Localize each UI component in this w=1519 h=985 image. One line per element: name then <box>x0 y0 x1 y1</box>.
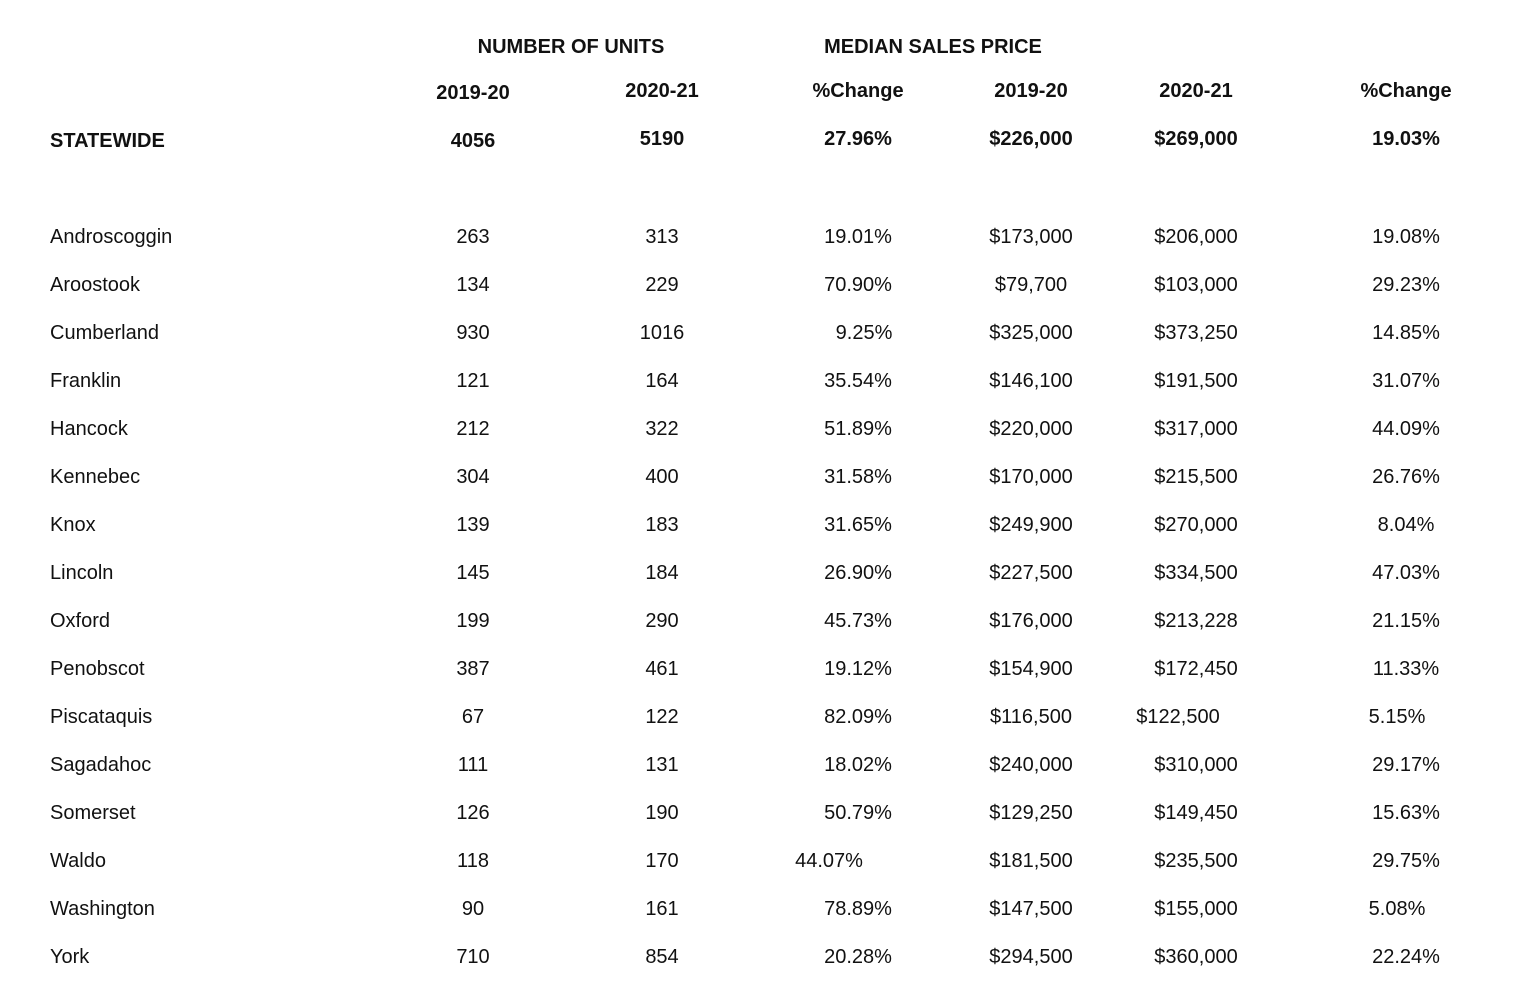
table-cell: 122 <box>645 706 679 728</box>
table-cell: 134 <box>456 274 490 296</box>
table-cell: $149,450 <box>1154 802 1238 824</box>
table-cell: 111 <box>457 754 489 776</box>
table-cell: 29.75% <box>1372 850 1440 872</box>
table-cell: $249,900 <box>989 514 1073 536</box>
table-cell: $325,000 <box>989 322 1073 344</box>
table-cell: $227,500 <box>989 562 1073 584</box>
table-cell: 78.89% <box>824 898 892 920</box>
table-cell: 31.07% <box>1372 370 1440 392</box>
table-cell: 121 <box>456 370 490 392</box>
table-cell: $310,000 <box>1154 754 1238 776</box>
table-cell: 164 <box>645 370 679 392</box>
table-cell: 139 <box>456 514 490 536</box>
column-header: 2019-20 <box>994 80 1068 102</box>
table-cell: $213,228 <box>1154 610 1238 632</box>
table-cell: $215,500 <box>1154 466 1238 488</box>
table-cell: 51.89% <box>824 418 892 440</box>
table-cell: $235,500 <box>1154 850 1238 872</box>
column-header: %Change <box>1360 80 1452 102</box>
table-cell: 710 <box>456 946 490 968</box>
table-cell: 5.08% <box>1368 898 1426 920</box>
table-cell: 118 <box>457 850 489 872</box>
table-cell: $191,500 <box>1154 370 1238 392</box>
table-cell: 26.76% <box>1372 466 1440 488</box>
county-name: Aroostook <box>50 274 141 296</box>
table-cell: 18.02% <box>824 754 892 776</box>
table-cell: $176,000 <box>989 610 1073 632</box>
table-cell: 31.58% <box>824 466 892 488</box>
table-cell: $270,000 <box>1154 514 1238 536</box>
table-cell: 90 <box>461 898 485 920</box>
table-cell: $317,000 <box>1154 418 1238 440</box>
table-cell: 4056 <box>450 130 496 152</box>
table-cell: 854 <box>645 946 679 968</box>
county-name: Lincoln <box>50 562 114 584</box>
table-cell: 145 <box>456 562 490 584</box>
table-cell: $373,250 <box>1154 322 1238 344</box>
table-cell: 461 <box>645 658 679 680</box>
table-cell: $226,000 <box>989 128 1073 150</box>
group-header-price: MEDIAN SALES PRICE <box>824 36 1042 58</box>
table-cell: $154,900 <box>989 658 1073 680</box>
table-cell: 67 <box>461 706 485 728</box>
table-cell: 15.63% <box>1372 802 1440 824</box>
table-cell: 1016 <box>639 322 685 344</box>
table-cell: 20.28% <box>824 946 892 968</box>
table-cell: 126 <box>456 802 490 824</box>
table-cell: $155,000 <box>1154 898 1238 920</box>
county-name: Penobscot <box>50 658 145 680</box>
table-cell: $103,000 <box>1154 274 1238 296</box>
county-name: Waldo <box>50 850 106 872</box>
table-cell: $294,500 <box>989 946 1073 968</box>
table-cell: $206,000 <box>1154 226 1238 248</box>
county-name: Hancock <box>50 418 128 440</box>
county-name: Sagadahoc <box>50 754 152 776</box>
table-cell: 131 <box>645 754 679 776</box>
table-cell: 31.65% <box>824 514 892 536</box>
table-cell: 930 <box>456 322 490 344</box>
table-cell: 47.03% <box>1372 562 1440 584</box>
table-cell: $220,000 <box>989 418 1073 440</box>
table-cell: 35.54% <box>824 370 892 392</box>
table-cell: $172,450 <box>1154 658 1238 680</box>
table-cell: 183 <box>645 514 679 536</box>
county-name: Kennebec <box>50 466 141 488</box>
table-cell: $173,000 <box>989 226 1073 248</box>
column-header: 2020-21 <box>625 80 699 102</box>
table-cell: 27.96% <box>824 128 892 150</box>
table-cell: 322 <box>645 418 679 440</box>
table-cell: $129,250 <box>989 802 1073 824</box>
table-cell: $147,500 <box>989 898 1073 920</box>
table-cell: $360,000 <box>1154 946 1238 968</box>
county-name: Piscataquis <box>50 706 153 728</box>
table-cell: 5.15% <box>1368 706 1426 728</box>
table-cell: 44.09% <box>1372 418 1440 440</box>
table-cell: 304 <box>456 466 490 488</box>
table-cell: 8.04% <box>1377 514 1435 536</box>
table-cell: 50.79% <box>824 802 892 824</box>
table-cell: 290 <box>645 610 679 632</box>
table-cell: 19.12% <box>824 658 892 680</box>
table-cell: $79,700 <box>994 274 1068 296</box>
table-cell: 184 <box>645 562 679 584</box>
table-cell: 9.25% <box>835 322 893 344</box>
table-cell: 26.90% <box>824 562 892 584</box>
table-cell: 170 <box>645 850 679 872</box>
table-cell: 29.17% <box>1372 754 1440 776</box>
table-cell: 400 <box>645 466 679 488</box>
county-name: Knox <box>50 514 96 536</box>
table-cell: 21.15% <box>1372 610 1440 632</box>
table-cell: 229 <box>645 274 679 296</box>
county-name: Oxford <box>50 610 111 632</box>
table-cell: 199 <box>456 610 490 632</box>
table-cell: 44.07% <box>795 850 863 872</box>
table-cell: $334,500 <box>1154 562 1238 584</box>
statewide-label: STATEWIDE <box>50 130 165 152</box>
table-cell: $181,500 <box>989 850 1073 872</box>
column-header: 2019-20 <box>436 82 510 104</box>
table-cell: 19.03% <box>1372 128 1440 150</box>
table-cell: 14.85% <box>1372 322 1440 344</box>
table-cell: 19.08% <box>1372 226 1440 248</box>
column-header: %Change <box>812 80 904 102</box>
table-cell: 22.24% <box>1372 946 1440 968</box>
table-cell: 11.33% <box>1372 658 1440 680</box>
table-cell: $116,500 <box>990 706 1072 728</box>
table-cell: 387 <box>456 658 490 680</box>
group-header-units: NUMBER OF UNITS <box>477 36 665 58</box>
table-cell: 70.90% <box>824 274 892 296</box>
table-cell: 313 <box>645 226 679 248</box>
column-header: 2020-21 <box>1159 80 1233 102</box>
table-cell: $170,000 <box>989 466 1073 488</box>
table-cell: $269,000 <box>1154 128 1238 150</box>
table-cell: 82.09% <box>824 706 892 728</box>
county-name: Washington <box>50 898 155 920</box>
county-name: Somerset <box>50 802 136 824</box>
table-cell: 5190 <box>639 128 685 150</box>
table-cell: 263 <box>456 226 490 248</box>
county-name: York <box>50 946 90 968</box>
county-name: Androscoggin <box>50 226 173 248</box>
table-cell: 212 <box>456 418 490 440</box>
table-cell: 190 <box>645 802 679 824</box>
table-cell: $122,500 <box>1136 706 1220 728</box>
county-name: Franklin <box>50 370 122 392</box>
table-cell: 45.73% <box>824 610 892 632</box>
table-cell: $240,000 <box>989 754 1073 776</box>
table-cell: $146,100 <box>989 370 1073 392</box>
table-cell: 19.01% <box>824 226 892 248</box>
county-name: Cumberland <box>50 322 159 344</box>
table-cell: 161 <box>645 898 679 920</box>
table-cell: 29.23% <box>1372 274 1440 296</box>
